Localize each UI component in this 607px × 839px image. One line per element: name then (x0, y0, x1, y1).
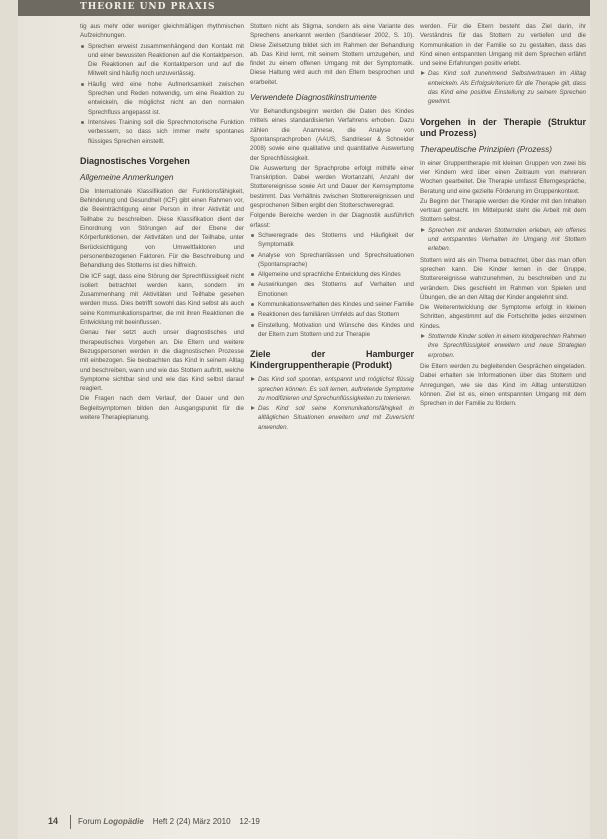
list-item: Allgemeine und sprachliche Entwicklung des Kindes (250, 270, 414, 279)
list-item: Sprechen mit anderen Stotternden erleben, ein offenes und entspanntes Verhalten im Umgang mit Stottern erleben. (420, 226, 586, 254)
paragraph: In einer Gruppentherapie mit kleinen Gruppen von zwei bis vier Kindern wird über einen Zeitraum von mehreren Wochen gearbeitet. Die Therapie umfasst Elterngespräche, Beratung und eine gezielte Förderung im Gruppenkontext. (420, 159, 586, 195)
page-range: 12-19 (239, 817, 260, 826)
subheading-principles: Therapeutische Prinzipien (Prozess) (420, 144, 552, 154)
footer-divider (70, 815, 71, 829)
journal-brand: Logopädie (103, 817, 144, 826)
list-item: Analyse von Sprechanlässen und Sprechsituationen (Spontansprache) (250, 251, 414, 270)
heading-diagnostic: Diagnostisches Vorgehen (80, 155, 190, 166)
list-item: Das Kind soll spontan, entspannt und möglichst flüssig sprechen können. Es soll lernen, auftretende Symptome zu modifizieren und Sprechunflüssigkeiten zu tolerieren. (250, 375, 414, 403)
paragraph: Die Fragen nach dem Verlauf, der Dauer und den Begleitsymptomen bilden den Ausgangspunkt für die weitere Therapieplanung. (80, 395, 244, 421)
paragraph: Die Auswertung der Sprachprobe erfolgt mithilfe einer Transkription. Dabei werden Wortanzahl, Anzahl der Stotterereignisse sowie Art und Dauer der Kernsymptome bestimmt. Das Verhältnis zwischen Stotterereignissen und gesprochenen Silben ergibt den Stotterschweregrad. (250, 164, 414, 210)
journal-name: Forum (78, 817, 102, 826)
triangle-list (420, 332, 586, 360)
paragraph: werden. Für die Eltern besteht das Ziel darin, ihr Verständnis für das Stottern zu vertiefen und die Kommunikation in der Familie so zu gestalten, dass das Kind einen entspannten Umgang mit dem Sprechen erfährt und seine Erfahrungen positiv erlebt. (420, 23, 586, 68)
footer-info (78, 817, 260, 826)
list-item: Schweregrade des Stotterns und Häufigkeit der Symptomatik (250, 231, 414, 250)
section-header-bar (18, 0, 590, 16)
list-item: Einstellung, Motivation und Wünsche des Kindes und der Eltern zum Stottern und zur Therapie (250, 321, 414, 340)
bullet-list (80, 42, 244, 146)
list-item: Stotternde Kinder sollen in einem kindgerechten Rahmen ihre Sprechflüssigkeit erweitern und neue Strategien erproben. (420, 332, 586, 360)
paragraph: Die Eltern werden zu begleitenden Gesprächen eingeladen. Dabei erhalten sie Informationen über das Stottern und Anregungen, wie sie das Kind im Alltag unterstützen können. Ziel ist es, einen entspannten Umgang mit dem Sprechen in der Familie zu fördern. (420, 362, 586, 408)
paragraph: Folgende Bereiche werden in der Diagnostik ausführlich erfasst: (250, 212, 414, 229)
paragraph: Stottern wird als ein Thema betrachtet, über das man offen sprechen kann. Die Kinder lernen in der Gruppe, Stotterereignisse wahrzunehmen, zu beschreiben und zu verändern. Dies geschieht im Rahmen von Spielen und Übungen, die an den Alltag der Kinder angelehnt sind. (420, 256, 586, 301)
triangle-list (420, 226, 586, 254)
list-item: Auswirkungen des Stotterns auf Verhalten und Emotionen (250, 280, 414, 299)
triangle-list (250, 375, 414, 432)
issue-info: Heft 2 (24) März 2010 (152, 817, 231, 826)
paragraph: Stottern nicht als Stigma, sondern als eine Variante des Sprechens anerkannt werden (Sandrieser 2002, S. 10). Diese Zielsetzung bildet sich im Rahmen der Behandlung ab. Das Kind lernt, mit seinem Stottern umzugehen, und findet zu einem offenen Umgang mit der Symptomatik. Diese Haltung wird auch mit den Eltern besprochen und erarbeitet. (250, 23, 414, 86)
paragraph: Die Internationale Klassifikation der Funktionsfähigkeit, Behinderung und Gesundheit (ICF) gibt einen Rahmen vor, die Beeinträchtigung einer Person in ihrer Aktivität und Teilhabe zu beschreiben. Diese Klassifikation dient der Einordnung von Störungen auf der Ebene der Körperfunktionen, der Aktivitäten und der Teilhabe, unter Berücksichtigung von Umweltfaktoren und personenbezogenen Faktoren. Für die Beschreibung und Behandlung des Stotterns ist dies hilfreich. (80, 187, 244, 270)
paragraph: Vor Behandlungsbeginn werden die Daten des Kindes mittels eines standardisierten Verfahrens erhoben. Dazu zählen die Anamnese, die Analyse von Spontansprachproben (AAUS, Sandrieser & Schneider 2008) sowie eine qualitative und quantitative Auswertung der Sprechflüssigkeit. (250, 108, 414, 162)
paragraph: Die Weiterentwicklung der Symptome erfolgt in kleinen Schritten, abgestimmt auf die Fortschritte jedes einzelnen Kindes. (420, 304, 586, 330)
document-page (18, 0, 590, 839)
heading-procedure: Vorgehen in der Therapie (Struktur und Prozess) (420, 116, 586, 138)
column-3 (420, 22, 586, 409)
paragraph: Zu Beginn der Therapie werden die Kinder mit den Inhalten vertraut gemacht. Im Mittelpunkt steht die Arbeit mit dem Stottern selbst. (420, 197, 586, 224)
paragraph: tig aus mehr oder weniger gleichmäßigen rhythmischen Aufzeichnungen. (80, 23, 244, 40)
list-item: Intensives Training soll die Sprechmotorische Funktion verbessern, so dass sich immer mehr spontanes flüssiges Sprechen einstellt. (80, 118, 244, 146)
section-title: THEORIE UND PRAXIS (80, 2, 216, 12)
list-item: Kommunikationsverhalten des Kindes und seiner Familie (250, 300, 414, 309)
column-1 (80, 22, 244, 423)
list-item: Sprechen erweist zusammenhängend den Kontakt mit und einer bewussten Reaktionen auf die Kontaktperson. Die Reaktionen auf die Kontaktperson und auf die Mitwelt sind häufig noch unzuverlässig. (80, 42, 244, 79)
paragraph: Die ICF sagt, dass eine Störung der Sprechflüssigkeit nicht isoliert betrachtet werden kann, sondern im Zusammenhang mit Aktivitäten und Teilhabe gesehen werden muss. Dies betrifft sowohl das Kind selbst als auch seine Kommunikationspartner, die mit ihren Reaktionen die Entwicklung mit beeinflussen. (80, 272, 244, 327)
list-item: Das Kind soll seine Kommunikationsfähigkeit in alltäglichen Situationen erweitern und mit Zuversicht anwenden. (250, 404, 414, 432)
subheading-instruments: Verwendete Diagnostikinstrumente (250, 93, 377, 103)
subheading-general: Allgemeine Anmerkungen (80, 172, 174, 182)
page-footer (48, 816, 448, 830)
list-item: Häufig wird eine hohe Aufmerksamkeit zwischen Sprechen und Reden notwendig, um eine Reaktion zu entwickeln, die möglichst nicht an den normalen Sprechfluss angepasst ist. (80, 80, 244, 117)
column-2 (250, 22, 414, 434)
list-item: Reaktionen des familiären Umfelds auf das Stottern (250, 310, 414, 319)
list-item: Das Kind soll zunehmend Selbstvertrauen im Alltag entwickeln. Als Erfolgskriterium für die Therapie gilt, dass das Kind eine positive Einstellung zu seinem Sprechen gewinnt. (420, 69, 586, 106)
triangle-list (420, 69, 586, 106)
heading-goals: Ziele der Hamburger Kindergruppentherapie (Produkt) (250, 349, 414, 371)
paragraph: Genau hier setzt auch unser diagnostisches und therapeutisches Vorgehen an. Die Eltern und weitere Bezugspersonen werden in die diagnostischen Prozesse mit einbezogen. Sie beobachten das Kind in seinem Alltag und beschreiben, wann und wie das Stottern auftritt, welche Symptome sichtbar sind und wie das Kind selbst darauf reagiert. (80, 329, 244, 393)
bullet-list (250, 231, 414, 339)
page-number: 14 (48, 816, 59, 826)
